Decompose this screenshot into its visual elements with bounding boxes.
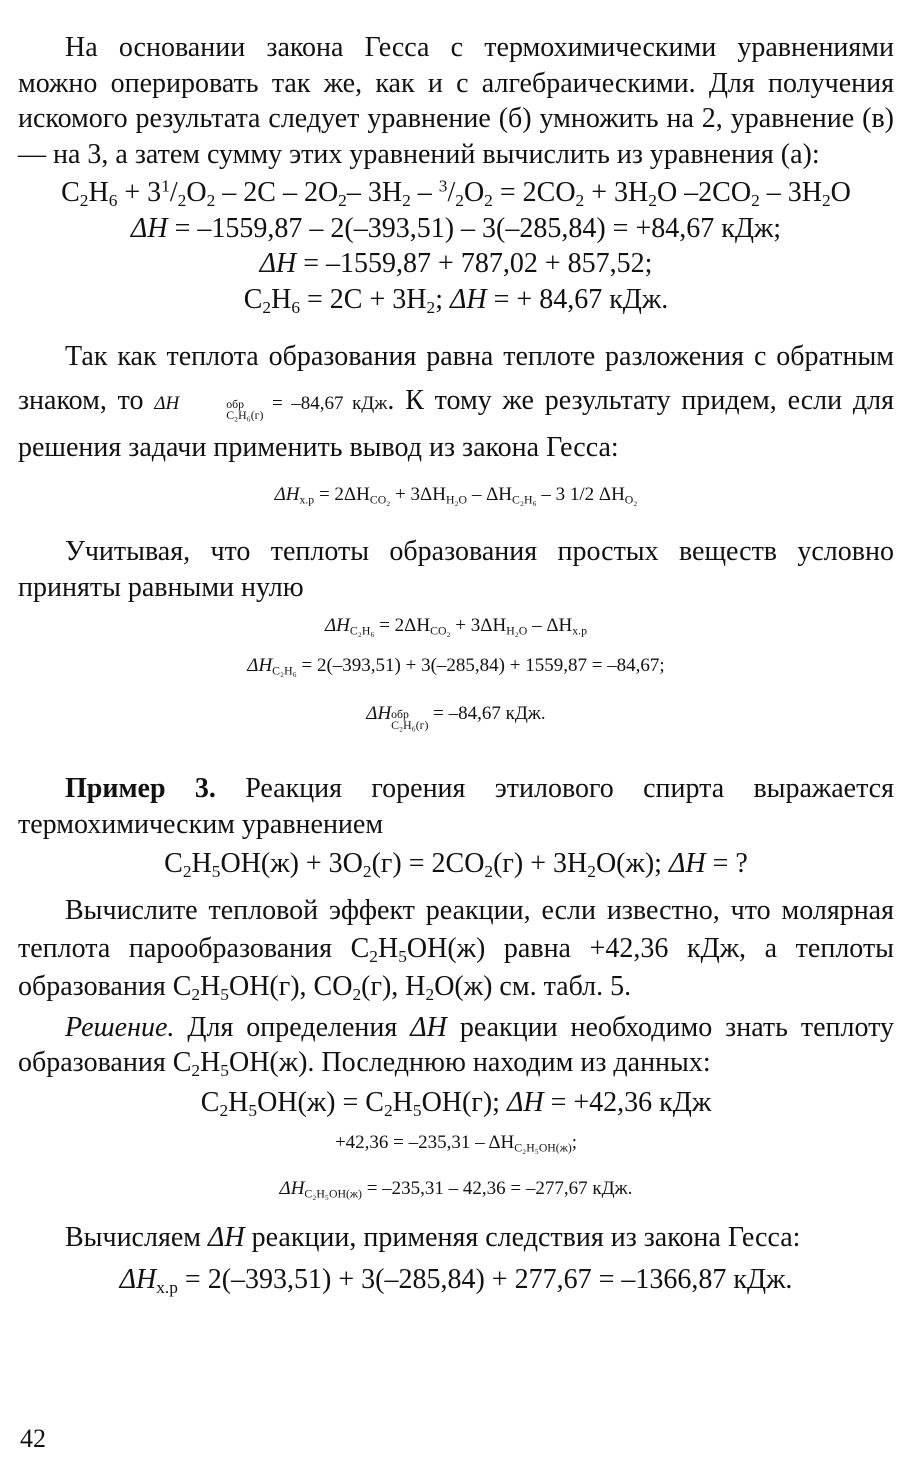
paragraph-6: Вычисляем ΔH реакции, применяя следствия из закона Гесса: [65, 1222, 801, 1253]
equation-11: $+42,36 = -235,31 - \Delta H_{C_2H_5OH(ж)}$; [334, 1132, 578, 1155]
equation-8: ΔH обр C₂H₆(г) = –84,67 кДж. [366, 703, 546, 733]
equation-4: $C_2H_6 = 2C + 3H_2$; ΔH = + 84,67 кДж. [243, 283, 669, 317]
page-number: 42 [20, 1424, 46, 1453]
equation-13: $\Delta H_{х.р} = 2(-393,51) + 3(-285,84) + 277,67 = -1366,87$ кДж. [119, 1263, 793, 1297]
equation-10: $C_2H_5OH(ж) = C_2H_5OH(г)$; ΔH = +42,36 кДж [200, 1086, 712, 1120]
equation-12: $\Delta H_{C_2H_5OH(ж)} = -235,31 - 42,36 = -277,67$ кДж. [279, 1178, 633, 1201]
paragraph-3: Учитывая, что теплоты образования простых веществ условно приняты равными нулю [18, 536, 894, 603]
equation-7: $\Delta H_{C_2H_6} = 2(-393,51) + 3(-285,84) + 1559,87 = -84,67$; [247, 655, 665, 678]
equation-1: $C_2H_6 + 3^1/_2O_2 - 2C - 2O_2-$ $3H_2 - ^3/_2O_2 = 2CO_2 + 3H_2O$ $-2CO_2 - 3H_2O$ [61, 176, 851, 210]
example-3-paragraph: Пример 3. Реакция горения этилового спирта выражается термохимическим уравнением [18, 773, 894, 840]
paragraph-4: Вычислите тепловой эффект реакции, если известно, что молярная теплота парообразования $C_2H_5OH(ж)$ равна +42,36 кДж, а теплоты образования $C_2H_5OH(г)$, $CO_2(г)$, $H_2O(ж)$ см. табл. 5. [18, 894, 894, 1004]
paragraph-2: Так как теплота образования равна теплоте разложения с обратным знаком, то ΔH обр C₂H₆(г) = –84,67 кДж. К тому же результату придем, если для решения задачи применить вывод из закона Гесса: [18, 341, 894, 463]
equation-3: ΔH = –1559,87 + 787,02 + 857,52; [259, 248, 653, 279]
equation-9: $C_2H_5OH(ж) + 3O_2(г) = 2CO_2(г) + 3H_2O(ж)$; ΔH = ? [164, 848, 748, 881]
equation-5: $\Delta H_{х.р} = 2\Delta H_{CO_2} + 3\Delta H_{H_2O} - \Delta H_{C_2H_6} - 3$ 1/2 $\Delta H_{O_2}$ [274, 484, 638, 507]
equation-2: ΔH = –1559,87 – 2(–393,51) – 3(–285,84) = +84,67 кДж; [130, 212, 782, 244]
inline-formula-dh-obr: ΔH обр C₂H₆(г) = –84,67 кДж [154, 393, 388, 423]
intro-paragraph: На основании закона Гесса с термохимическими уравнениями можно оперировать так же, как и с алгебраическими. Для получения искомого результата следует уравнение (б) умножить на 2, уравнение (в) — на 3, а затем сумму этих уравнений вычислить из уравнения (а): [18, 32, 894, 170]
equation-6: $\Delta H_{C_2H_6} = 2\Delta H_{CO_2} + 3\Delta H_{H_2O} - \Delta H_{х.р}$ [325, 615, 587, 638]
solution-paragraph: Решение. Для определения ΔH реакции необходимо знать теплоту образования $C_2H_5OH(ж)$. Последнюю находим из данных: [18, 1011, 894, 1080]
page-content [18, 30, 894, 1297]
